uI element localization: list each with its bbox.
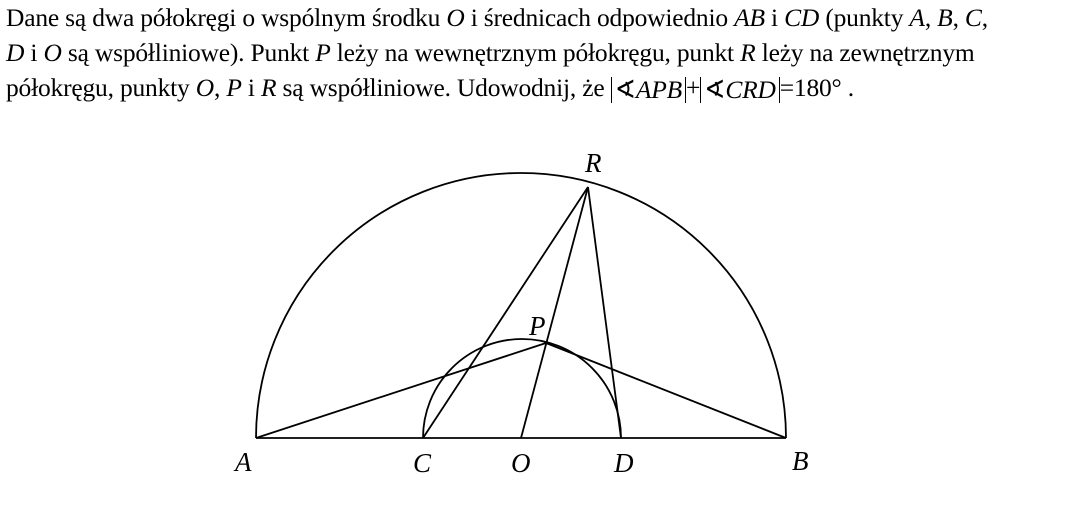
- point-p: P: [226, 73, 242, 102]
- segment-ab: AB: [734, 3, 765, 32]
- text: i: [24, 38, 44, 67]
- text: ,: [924, 3, 938, 32]
- angle-symbol: ∢: [614, 75, 636, 104]
- angle-apb: APB: [635, 75, 682, 104]
- text: są współliniowe. Udowodnij, że: [276, 73, 611, 102]
- segment-cr: [423, 187, 588, 438]
- point-o: O: [195, 73, 214, 102]
- text: ,: [981, 3, 988, 32]
- label-a: A: [235, 447, 252, 477]
- text: Dane są dwa półokręgi o wspólnym środku: [6, 3, 447, 32]
- label-r: R: [585, 148, 602, 178]
- plus-sign: +: [685, 73, 701, 102]
- point-c: C: [964, 3, 982, 32]
- text: i: [764, 3, 785, 32]
- label-b: B: [792, 446, 809, 476]
- point-a: A: [909, 3, 925, 32]
- segment-pb: [546, 343, 786, 438]
- text: leży na zewnętrznym: [755, 38, 975, 67]
- text: ,: [952, 3, 965, 32]
- point-r: R: [260, 73, 277, 102]
- text: leży na wewnętrznym półokręgu, punkt: [330, 38, 741, 67]
- outer-semicircle: [256, 173, 786, 438]
- point-p: P: [315, 38, 331, 67]
- segment-ap: [256, 343, 546, 438]
- angle-symbol: ∢: [704, 75, 726, 104]
- label-o: O: [511, 448, 531, 478]
- text: i średnicach odpowiednio: [464, 3, 735, 32]
- point-b: B: [937, 3, 953, 32]
- point-d: D: [6, 38, 25, 67]
- period: .: [847, 73, 854, 102]
- text: (punkty: [819, 3, 910, 32]
- label-p: P: [529, 311, 546, 341]
- text: półokręgu, punkty: [6, 73, 196, 102]
- text: ,: [213, 73, 227, 102]
- label-c: C: [413, 448, 432, 478]
- point-r: R: [740, 38, 756, 67]
- inner-semicircle: [423, 339, 621, 438]
- label-d: D: [614, 448, 634, 478]
- text: i: [241, 73, 261, 102]
- angle-crd: CRD: [725, 75, 776, 104]
- point-o: O: [446, 3, 465, 32]
- equals-value: =180°: [779, 73, 842, 102]
- segment-cd: CD: [784, 3, 820, 32]
- point-o: O: [43, 38, 62, 67]
- text: są współliniowe). Punkt: [61, 38, 316, 67]
- segment-rd: [588, 187, 621, 438]
